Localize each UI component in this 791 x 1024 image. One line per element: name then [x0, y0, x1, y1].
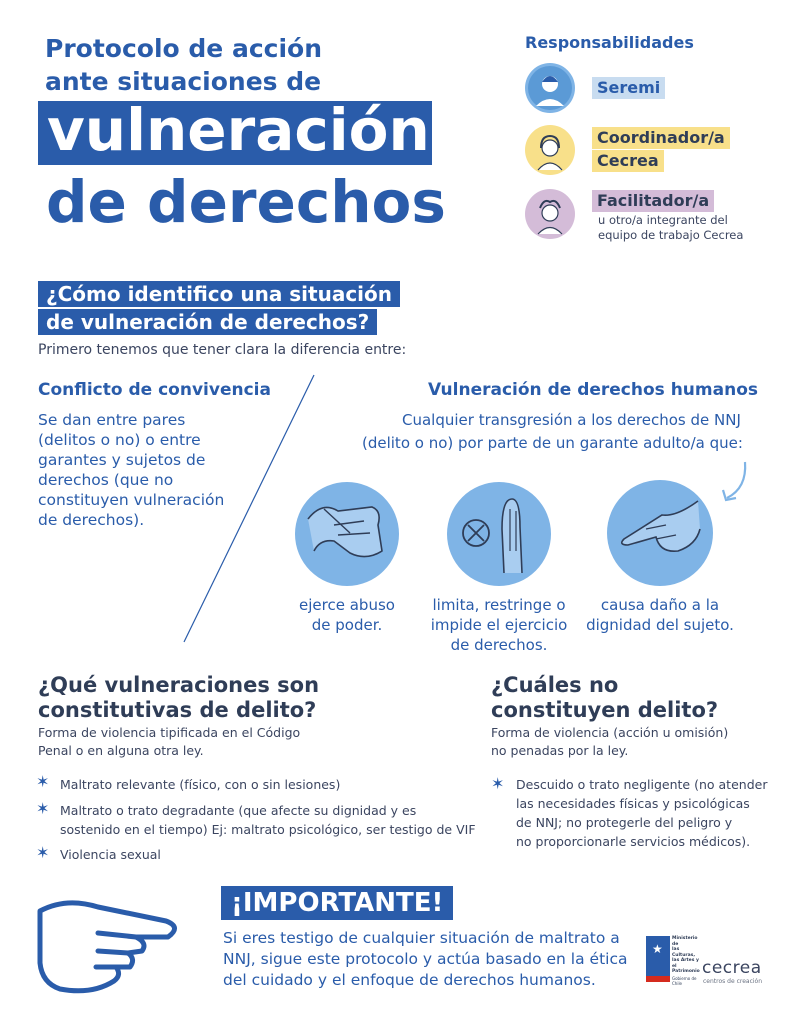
- ministerio-line: Patrimonio: [672, 969, 700, 974]
- role-facilitador-sub2: equipo de trabajo Cecrea: [598, 228, 744, 242]
- caption-abuso: [282, 595, 412, 635]
- person-icon: [524, 124, 576, 176]
- nodelito-desc-1: Forma de violencia (acción u omisión): [491, 725, 729, 740]
- caption-line: ejerce abuso: [299, 596, 395, 614]
- star-bullet-icon: ✶: [36, 772, 50, 791]
- ministerio-line: las Culturas,: [672, 947, 696, 958]
- role-facilitador-sub1: u otro/a integrante del: [598, 213, 728, 227]
- delito-title-2: constitutivas de delito?: [38, 698, 317, 722]
- pointing-hand-icon: [606, 479, 714, 587]
- identify-intro: Primero tenemos que tener clara la diferencia entre:: [38, 342, 407, 358]
- nodelito-bullet-line: no proporcionarle servicios médicos).: [516, 834, 751, 849]
- caption-line: causa daño a la: [600, 596, 720, 614]
- vulneracion-title: Vulneración de derechos humanos: [428, 380, 758, 400]
- ministerio-text: [672, 936, 700, 975]
- star-bullet-icon: ✶: [36, 843, 50, 862]
- pointing-hand-outline-icon: [36, 893, 186, 998]
- role-facilitador: Facilitador/a: [592, 190, 714, 212]
- caption-line: de derechos.: [450, 636, 548, 654]
- nodelito-title-2: constituyen delito?: [491, 698, 719, 722]
- conflicto-line: de derechos).: [38, 511, 145, 529]
- identify-band-2: de vulneración de derechos?: [38, 309, 377, 335]
- nodelito-bullet-line: de NNJ; no protegerle del peligro y: [516, 815, 733, 830]
- title-line-2: ante situaciones de: [45, 67, 322, 96]
- star-icon: ★: [652, 942, 663, 956]
- importante-line: Si eres testigo de cualquier situación de maltrato a: [223, 929, 620, 947]
- conflicto-line: Se dan entre pares: [38, 411, 186, 429]
- ministerio-line: las Artes y el: [672, 958, 699, 969]
- facilitador-avatar: [524, 188, 576, 244]
- importante-line: NNJ, sigue este protocolo y actúa basado en la ética: [223, 950, 628, 968]
- nodelito-bullet: [516, 775, 767, 851]
- delito-desc-1: Forma de violencia tipificada en el Código: [38, 725, 301, 740]
- conflicto-title: Conflicto de convivencia: [38, 380, 271, 400]
- delito-title-1: ¿Qué vulneraciones son: [38, 673, 320, 697]
- caption-line: impide el ejercicio: [430, 616, 568, 634]
- pointing-hand-icon-circle: [606, 479, 714, 591]
- pointing-finger-icon: [36, 893, 186, 1002]
- caption-line: dignidad del sujeto.: [586, 616, 734, 634]
- conflicto-line: (delitos o no) o entre: [38, 431, 201, 449]
- identify-band-1: ¿Cómo identifico una situación: [38, 281, 400, 307]
- person-icon: [524, 62, 576, 114]
- curved-arrow-icon: [715, 458, 755, 508]
- cecrea-logo: cecrea: [702, 958, 762, 978]
- delito-bullet-2b: sostenido en el tiempo) Ej: maltrato psicológico, ser testigo de VIF: [60, 822, 476, 837]
- coordinador-avatar: [524, 124, 576, 180]
- ministerio-logo: [646, 936, 698, 988]
- role-coordinador-line2: Cecrea: [592, 150, 664, 172]
- nodelito-title-1: ¿Cuáles no: [491, 673, 619, 697]
- gobierno-text: Gobierno de Chile: [672, 976, 697, 986]
- vulneracion-line-2: (delito o no) por parte de un garante adulto/a que:: [362, 434, 743, 452]
- stop-hand-icon: [446, 481, 552, 587]
- role-seremi: Seremi: [592, 77, 665, 99]
- stop-hand-icon-circle: [446, 481, 552, 591]
- title-line-1: Protocolo de acción: [45, 34, 323, 63]
- caption-line: de poder.: [311, 616, 383, 634]
- ministerio-line: Ministerio de: [672, 936, 698, 947]
- conflicto-line: constituyen vulneración: [38, 491, 225, 509]
- handshake-icon-circle: [294, 481, 400, 591]
- delito-bullet-1: Maltrato relevante (físico, con o sin lesiones): [60, 777, 341, 792]
- delito-bullet-2a: Maltrato o trato degradante (que afecte su dignidad y es: [60, 803, 417, 818]
- nodelito-desc-2: no penadas por la ley.: [491, 743, 629, 758]
- conflicto-line: derechos (que no: [38, 471, 174, 489]
- title-big-2: de derechos: [46, 168, 446, 236]
- nodelito-bullet-line: las necesidades físicas y psicológicas: [516, 796, 750, 811]
- conflicto-line: garantes y sujetos de: [38, 451, 206, 469]
- delito-bullet-3: Violencia sexual: [60, 847, 161, 862]
- delito-desc-2: Penal o en alguna otra ley.: [38, 743, 204, 758]
- handshake-icon: [294, 481, 400, 587]
- caption-line: limita, restringe o: [432, 596, 566, 614]
- star-bullet-icon: ✶: [36, 799, 50, 818]
- role-coordinador-line1: Coordinador/a: [592, 127, 730, 149]
- importante-band: ¡IMPORTANTE!: [221, 886, 453, 920]
- chile-flag-red: [646, 976, 670, 982]
- seremi-avatar: [524, 62, 576, 118]
- vulneracion-line-1: Cualquier transgresión a los derechos de NNJ: [402, 411, 741, 429]
- cecrea-subtitle: centros de creación: [703, 978, 763, 985]
- person-icon: [524, 188, 576, 240]
- caption-dano: [582, 595, 738, 635]
- title-big-1: vulneración: [47, 96, 430, 164]
- importante-line: del cuidado y el enfoque de derechos humanos.: [223, 971, 596, 989]
- caption-limita: [424, 595, 574, 655]
- star-bullet-icon: ✶: [491, 774, 505, 793]
- importante-text: [223, 928, 627, 991]
- responsabilidades-heading: Responsabilidades: [525, 33, 694, 52]
- nodelito-bullet-line: Descuido o trato negligente (no atender: [516, 777, 768, 792]
